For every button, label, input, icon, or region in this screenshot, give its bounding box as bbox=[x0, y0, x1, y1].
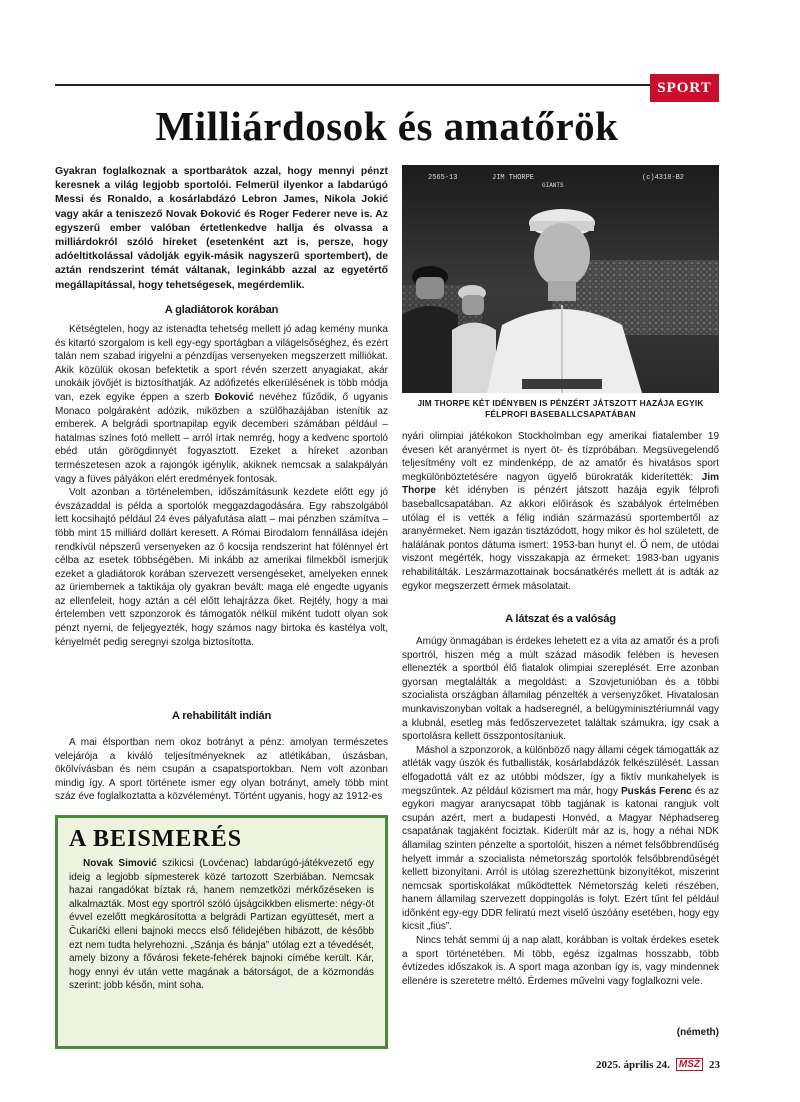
photo-illustration bbox=[402, 165, 719, 393]
plate-number: 2565-13 bbox=[428, 174, 458, 182]
text-span: nevéhez fűződik, ő ugyanis Monaco polgáraként adózik, miközben a szülőhazájában istenítik az emberek. A belgrádi sportnapilap egyik decemberi számában például – hatalmas színes fotó mellett – arról írtak nemrég, hogy a kedvenc sportoló ebéd után görögdinnyét fogyasztott. Ezeket a híreket azonban természetesen azok a rajongók igénylik, akiknek nemcsak a salakpályán vagy a füves pályákon elért eredmények fontosak. bbox=[55, 391, 388, 485]
right-column-continued bbox=[402, 635, 719, 988]
box-title: A BEISMERÉS bbox=[69, 826, 243, 852]
photo-caption: JIM THORPE KÉT IDÉNYBEN IS PÉNZÉRT JÁTSZOTT HAZÁJA EGYIK FÉLPROFI BASEBALLCSAPATÁBAN bbox=[417, 398, 704, 419]
paragraph: Volt azonban a történelemben, időszámításunk kezdete előtt egy jó évszázaddal is példa a sportolók meggazdagodására. Egy rabszolgából lett kocsihajtó például 24 éves pályafutása alatt – mai pénzben számítva – több mint 15 milliárd dollárt keresett. A Római Birodalom fennállása idején rendkívül népszerű versenyeken az ő kocsija rendszerint hat fólénnyel ért célba az esetek többségében. Mi inkább az amerikai filmekből ismerjük ezeket a gladiátorok korában szervezett versengéseket, amelyeken ennek az üriembernek a taktikája oly gyakran bevált: maga elé engedte ugyanis az ellenfeleit, hogy aztán a cél előtt lehajrázza őket. Rejtély, hogy a mai értelemben vett szponzorok és támogatók nélkül miként tudott olyan sok pénzt nyerni, de feljegyezték, hogy számos nagy birtoka és kastélya volt, kényelmét pedig seregnyi szolga biztosította. bbox=[55, 487, 388, 648]
text-span: két idényben is pénzért játszott hazája egyik félprofi baseballcsapatában. Az akkori előírások és szabályok értelmében utólag el is vették a félig indián származású sportembertől az aranyérmeket. Nem igazán tisztázódott, hogy mikor és hol született, de halálának pontos dátuma ismert: 1953-ban hunyt el. Ő nem, de utódai viszont megérték, hogy visszakapja az érmeket: 1983-ban ugyanis rehabilitálták. Leszármazottainak bocsánatkérés mellett át is adták az egykor megszerzett érmek másolatait. bbox=[402, 485, 719, 592]
author-signoff: (németh) bbox=[676, 1027, 719, 1038]
bold-name: Novak Simović bbox=[83, 858, 157, 869]
page-headline: Milliárdosok és amatőrök bbox=[155, 103, 619, 149]
plate-name: JIM THORPE bbox=[492, 174, 535, 182]
text-span: nyári olimpiai játékokon Stockholmban egy amerikai fiatalember 19 évesen két aranyérmet is nyert öt- és tízpróbában. Megsüvegelendő teljesítmény volt ez mindenképp, de az amatőr és hivatásos sport megkülönböztetésére nagyon ügyelő bürokraták kiderítették: bbox=[402, 431, 719, 483]
section-tag: SPORT bbox=[650, 74, 719, 102]
bold-name: Puskás Ferenc bbox=[620, 785, 692, 797]
text-span: Máshol a szponzorok, a különböző nagy állami cégek támogatták az atléták vagy úszók és futballisták, kosárlabdázók felkészülését. Lassan elfogadottá vált ez az utóbbi módszer, így a fiktív munkahelyek is megszűntek. Az például közismert ma már, hogy bbox=[402, 744, 719, 797]
left-column bbox=[55, 323, 388, 649]
paragraph: Amúgy önmagában is érdekes lehetett ez a vita az amatőr és a profi sportról, hiszen még a múlt század második felében is hevesen ellenezték a sportból élő fiatalok olimpiai szereplését. Erre azonban gyorsan megtalálták a megoldást: a Szovjetunióban és a többi szocialista országban államilag pénzelték a versenyzőket. Hivatalosan munkaviszonyban voltak a hadseregnél, a belügyminisztériumnál vagy a klubnál, esetleg más fedőszervezetet találtak számukra, így csak a sportolásra kellett összpontosítaniuk. bbox=[402, 636, 719, 743]
plate-code: (c)4318-B2 bbox=[642, 174, 685, 182]
text-span: Kétségtelen, hogy az istenadta tehetség mellett jó adag kemény munka és kitartó szorgalom is kell egy-egy sportágban a világelsőséghez, és ezért talán nem szabad irigyelni a pénzdíjas versenyeken megszerzett milliókat. Akik közülük okosan befektetik a sport révén szerzett anyagiakat, akár unokáik jövőjét is biztosíthatják. Az adófizetés elkerülésének is több módja van, ezek egyike éppen a szerb bbox=[55, 324, 388, 403]
paragraph bbox=[402, 744, 719, 934]
left-column-continued bbox=[55, 736, 388, 804]
lead-paragraph: Gyakran foglalkoznak a sportbarátok azzal, hogy mennyi pénzt keresnek a világ legjobb sportolói. Felmerül ilyenkor a labdarúgó Messi és Ronaldo, a kosárlabdázó Lebron James, Nikola Jokić vagy akár a teniszező Novak Đoković és Roger Federer neve is. Az egyszerű ember valóban értetlenkedve hallja és olvassa a milliárdokról szóló híreket (esetenként azt is, persze, hogy adóeltitkolással vádolják egyik-másik nagyszerű sportembert), de aztán rendszerint témát váltanak, leginkább azzal az egyetértő megállapítással, hogy tehetségesek, megérdemlik. bbox=[55, 166, 388, 291]
page-footer bbox=[560, 1058, 720, 1071]
paragraph bbox=[402, 430, 719, 593]
subhead-appearance: A látszat és a valóság bbox=[505, 613, 616, 625]
bold-name: Đoković bbox=[214, 391, 254, 403]
top-rule bbox=[55, 84, 719, 86]
right-column bbox=[402, 430, 719, 593]
issue-date: 2025. április 24. bbox=[595, 1058, 670, 1071]
paragraph: Nincs tehát semmi új a nap alatt, korábban is voltak érdekes esetek a sport történetében. Mi több, egész izgalmas hosszabb, több évtizedes időszakok is. A sport maga azonban így is, vagy mindennek ellenére is szeretetre méltó. Érdemes művelni vagy foglalkozni vele. bbox=[402, 935, 719, 987]
text-span: és az egykori magyar aranycsapat több tagjának is katonai rangjuk volt csupán azért, mert a budapesti Honvéd, a Magyar Néphadsereg csapatának tagjaként fociztak. Kiderült már az is, hogy a néhai NDK államilag szinten pénzelte a sportolóit, hiszen a német felsőbbrendűség helyett immár a szocialista németország sportolók felsőbbrendűségét kellett bizonyítani. Arról is utólag szerezhettünk bizonyítékot, miszerint nemcsak sportiskolákat működtettek Németország keleti részében, hanem államilag szervezett doppingolás is folyt. Ezért tűnt fel például időnként egy-egy DDR feliratú mezt viselő úszóány esetében, hogy egy kicsit „fiús”. bbox=[402, 785, 719, 933]
page-number: 23 bbox=[709, 1058, 720, 1071]
subhead-rehabilitated: A rehabilitált indián bbox=[171, 710, 272, 722]
subhead-gladiators: A gladiátorok korában bbox=[164, 304, 279, 316]
plate-team: GIANTS bbox=[542, 182, 564, 189]
text-span: szikicsi (Lovćenac) labdarúgó-játékvezető egy ideig a legjobb sípmesterek közé tartozott Szerbiában. Nemcsak hazai rangadókat bíztak rá, hanem nemzetközi mérkőzéseken is alkalmazták. Most egy sportról szóló újságcikkben elismerte: négy-öt évvel ezelőtt megkárosította a belgrádi Partizan együttesét, mert a Čukarički elleni bajnoki meccs első félidejében hibázott, de később ezt nem tudta helyrehozni. „Szánja és bánja” utólag ezt a tévedését, amely bizony a fővárosi fekete-fehérek bajnoki címébe került. Kár, hogy ennyi év után vette magának a bátorságot, de a közmondás szerint: jobb későn, mint soha. bbox=[69, 858, 374, 992]
publication-logo: MSZ bbox=[676, 1058, 703, 1071]
paragraph: A mai élsportban nem okoz botrányt a pénz: amolyan természetes velejárója a kiváló teljesítményeknek az atlétikában, úszásban, ökölvívásban és nem csupán a csapatsportokban. Nem volt azonban mindig így. A sport története ismer egy olyan botrányt, amely több mint száz éve foglalkoztatta a közvéleményt. Történt ugyanis, hogy az 1912-es bbox=[55, 737, 388, 803]
paragraph bbox=[55, 323, 388, 486]
bold-name: Jim Thorpe bbox=[402, 471, 719, 497]
photo-jim-thorpe bbox=[402, 165, 719, 393]
sidebar-box bbox=[55, 815, 388, 1049]
box-text bbox=[69, 857, 374, 993]
